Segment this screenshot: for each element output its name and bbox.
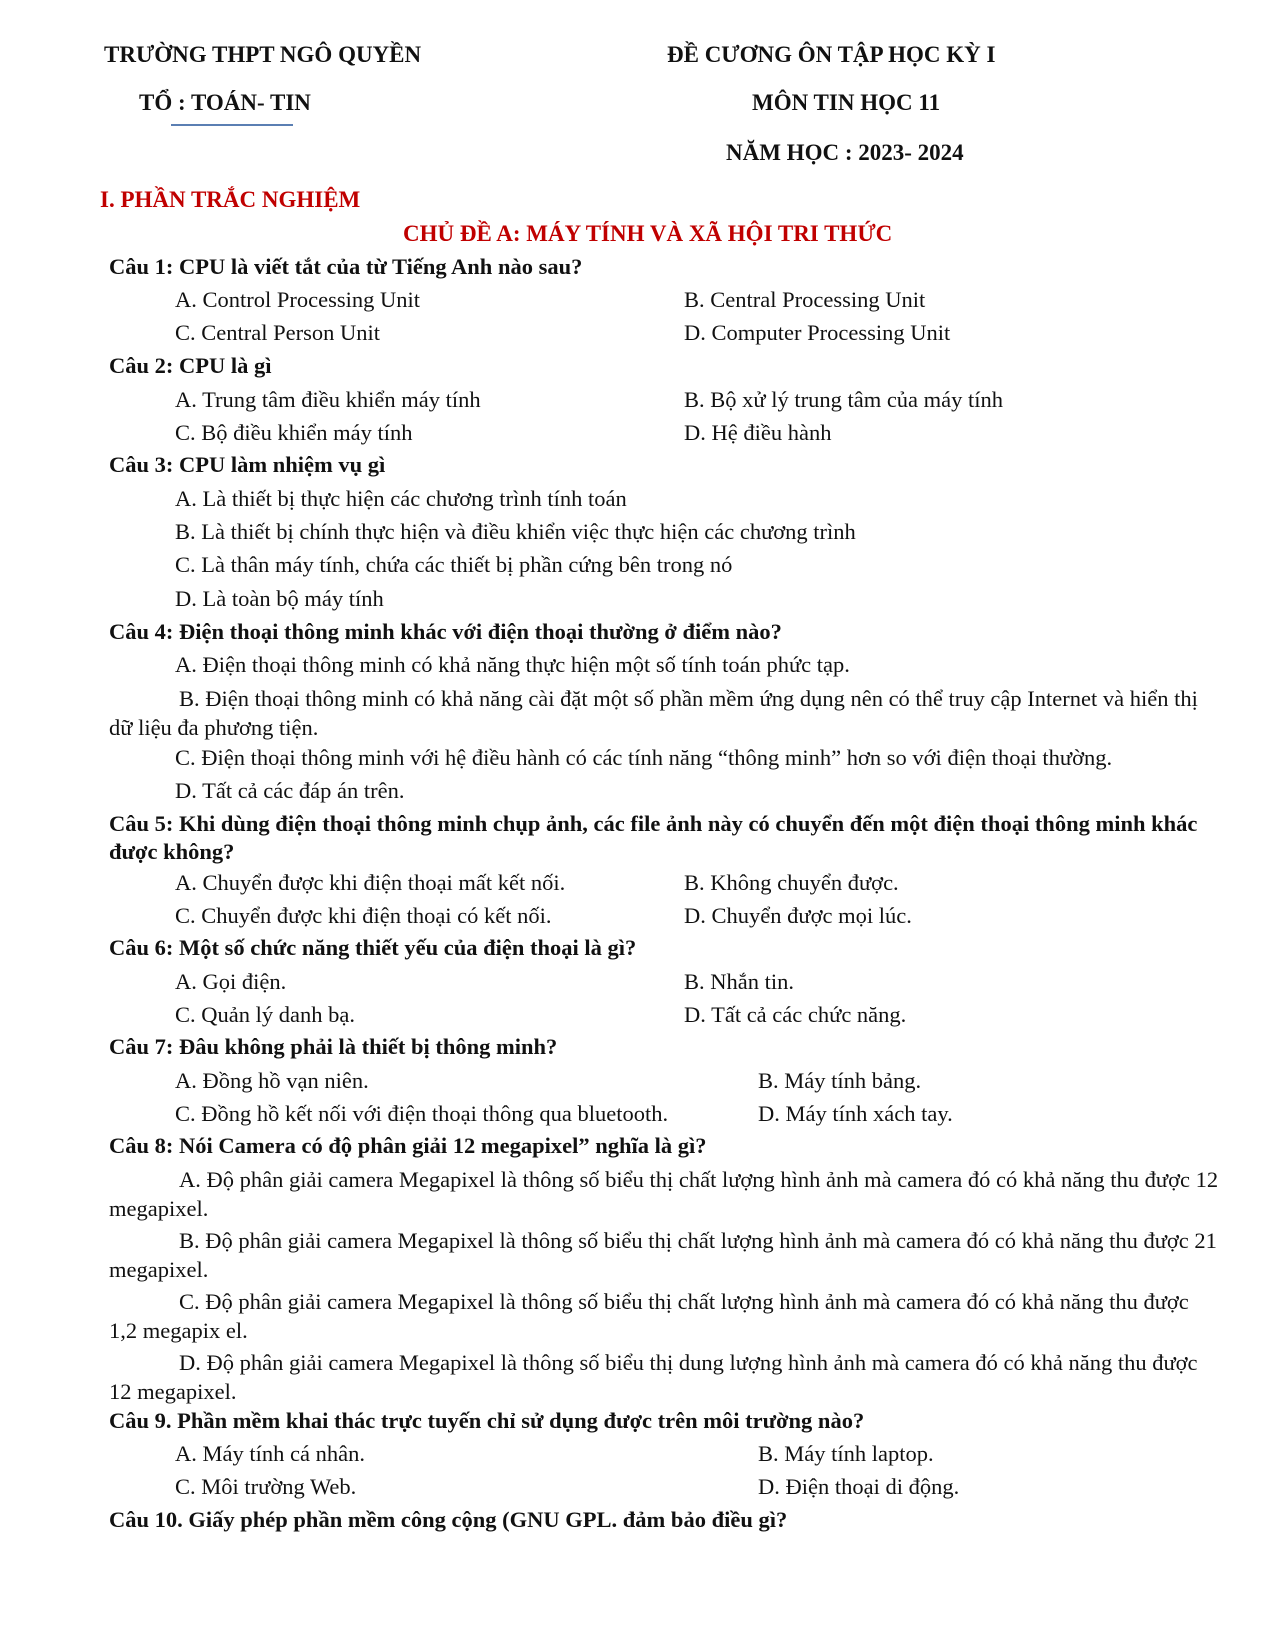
question-6: Câu 6: Một số chức năng thiết yếu của điện thoại là gì? [109, 935, 637, 960]
q4-option-b: B. Điện thoại thông minh có khả năng cài đặt một số phần mềm ứng dụng nên có thể truy cập Internet và hiển thị dữ liệu đa phương tiện. [109, 686, 1198, 740]
q2-option-d: D. Hệ điều hành [684, 420, 832, 445]
q4-option-a: A. Điện thoại thông minh có khả năng thực hiện một số tính toán phức tạp. [175, 652, 850, 677]
question-5: Câu 5: Khi dùng điện thoại thông minh chụp ảnh, các file ảnh này có chuyển đến một điện thoại thông minh khác được không? [109, 811, 1198, 864]
department: TỔ : TOÁN- TIN [139, 90, 311, 115]
q3-option-b: B. Là thiết bị chính thực hiện và điều khiển việc thực hiện các chương trình [175, 519, 856, 544]
department-underline [171, 124, 293, 126]
q5-option-d: D. Chuyển được mọi lúc. [684, 903, 912, 928]
q6-option-a: A. Gọi điện. [175, 969, 287, 994]
school-name: TRƯỜNG THPT NGÔ QUYỀN [104, 42, 422, 67]
q2-option-c: C. Bộ điều khiển máy tính [175, 420, 413, 445]
q8-option-c: C. Độ phân giải camera Megapixel là thông số biểu thị chất lượng hình ảnh mà camera đó có khả năng thu được 1,2 megapix el. [109, 1289, 1189, 1343]
q9-option-d: D. Điện thoại di động. [758, 1474, 960, 1499]
q7-option-c: C. Đồng hồ kết nối với điện thoại thông qua bluetooth. [175, 1101, 669, 1126]
q5-option-b: B. Không chuyển được. [684, 870, 899, 895]
q4-option-d: D. Tất cả các đáp án trên. [175, 778, 405, 803]
question-1: Câu 1: CPU là viết tắt của từ Tiếng Anh nào sau? [109, 254, 583, 279]
q3-option-c: C. Là thân máy tính, chứa các thiết bị phần cứng bên trong nó [175, 552, 733, 577]
q2-option-a: A. Trung tâm điều khiển máy tính [175, 387, 481, 412]
q2-option-b: B. Bộ xử lý trung tâm của máy tính [684, 387, 1004, 412]
q3-option-a: A. Là thiết bị thực hiện các chương trình tính toán [175, 486, 627, 511]
q7-option-a: A. Đồng hồ vạn niên. [175, 1068, 369, 1093]
document-title: ĐỀ CƯƠNG ÔN TẬP HỌC KỲ I [667, 42, 996, 67]
q6-option-b: B. Nhắn tin. [684, 969, 794, 994]
q7-option-b: B. Máy tính bảng. [758, 1068, 922, 1093]
q7-option-d: D. Máy tính xách tay. [758, 1101, 953, 1126]
q4-option-c: C. Điện thoại thông minh với hệ điều hành có các tính năng “thông minh” hơn so với điện thoại thường. [175, 745, 1113, 770]
subject: MÔN TIN HỌC 11 [752, 90, 941, 115]
school-year: NĂM HỌC : 2023- 2024 [726, 140, 964, 165]
q8-option-b: B. Độ phân giải camera Megapixel là thông số biểu thị chất lượng hình ảnh mà camera đó có khả năng thu được 21 megapixel. [109, 1228, 1217, 1282]
question-8: Câu 8: Nói Camera có độ phân giải 12 megapixel” nghĩa là gì? [109, 1133, 707, 1158]
question-3: Câu 3: CPU làm nhiệm vụ gì [109, 452, 386, 477]
question-10: Câu 10. Giấy phép phần mềm công cộng (GNU GPL. đảm bảo điều gì? [109, 1507, 788, 1532]
q9-option-c: C. Môi trường Web. [175, 1474, 357, 1499]
question-4: Câu 4: Điện thoại thông minh khác với điện thoại thường ở điểm nào? [109, 619, 782, 644]
q5-option-c: C. Chuyển được khi điện thoại có kết nối. [175, 903, 552, 928]
question-7: Câu 7: Đâu không phải là thiết bị thông minh? [109, 1034, 558, 1059]
q8-option-d: D. Độ phân giải camera Megapixel là thông số biểu thị dung lượng hình ảnh mà camera đó có khả năng thu được 12 megapixel. [109, 1350, 1198, 1404]
q6-option-c: C. Quản lý danh bạ. [175, 1002, 355, 1027]
question-9: Câu 9. Phần mềm khai thác trực tuyến chỉ sử dụng được trên môi trường nào? [109, 1408, 865, 1433]
q1-option-a: A. Control Processing Unit [175, 287, 420, 312]
q9-option-a: A. Máy tính cá nhân. [175, 1441, 365, 1466]
q5-option-a: A. Chuyển được khi điện thoại mất kết nối. [175, 870, 566, 895]
q1-option-d: D. Computer Processing Unit [684, 320, 951, 345]
q1-option-c: C. Central Person Unit [175, 320, 380, 345]
q6-option-d: D. Tất cả các chức năng. [684, 1002, 907, 1027]
question-2: Câu 2: CPU là gì [109, 353, 272, 378]
q9-option-b: B. Máy tính laptop. [758, 1441, 934, 1466]
topic-title: CHỦ ĐỀ A: MÁY TÍNH VÀ XÃ HỘI TRI THỨC [403, 221, 893, 246]
q3-option-d: D. Là toàn bộ máy tính [175, 586, 384, 611]
q1-option-b: B. Central Processing Unit [684, 287, 926, 312]
q8-option-a: A. Độ phân giải camera Megapixel là thông số biểu thị chất lượng hình ảnh mà camera đó có khả năng thu được 12 megapixel. [109, 1167, 1219, 1221]
section-title: I. PHẦN TRẮC NGHIỆM [100, 187, 361, 212]
